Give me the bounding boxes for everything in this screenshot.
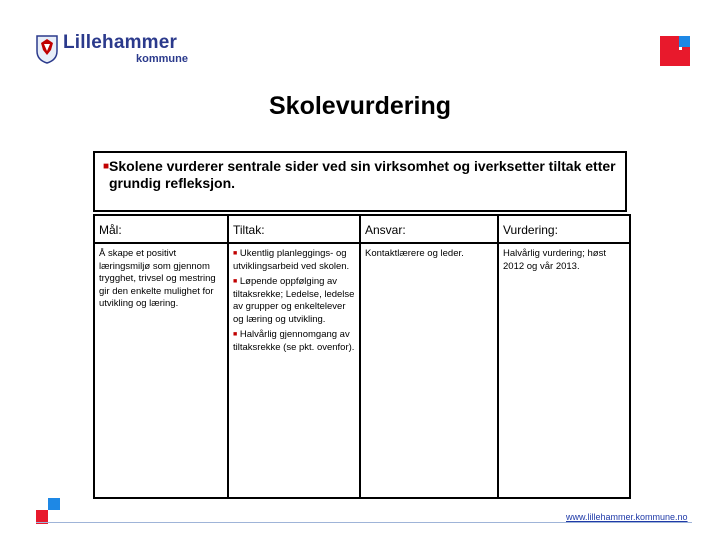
header-vurdering: Vurdering: — [498, 215, 630, 243]
cell-tiltak — [228, 243, 360, 498]
cell-ansvar — [360, 243, 498, 498]
corner-squares-icon — [660, 36, 690, 66]
evaluation-table — [93, 214, 631, 499]
page-title: Skolevurdering — [269, 92, 451, 120]
maal-text: Å skape et positivt læringsmiljø som gjennom trygghet, trivsel og mestring gir den enkelte mulighet for utvikling og læring. — [99, 248, 216, 309]
intro-line-1: Skolene vurderer sentrale sider ved sin virksomhet og iverksetter tiltak etter — [109, 158, 616, 174]
cell-maal — [94, 243, 228, 498]
logo-sub: kommune — [136, 53, 188, 65]
footer-divider — [36, 522, 692, 523]
bullet-icon: ■ — [233, 278, 238, 285]
vurdering-text: Halvårlig vurdering; høst 2012 og vår 2013. — [503, 248, 606, 272]
tiltak-item: ■ Halvårlig gjennomgang av tiltaksrekke (se pkt. ovenfor). — [233, 329, 355, 353]
bullet-icon: ■ — [103, 161, 110, 172]
footer-url-link[interactable]: www.lillehammer.kommune.no — [566, 512, 688, 522]
ansvar-text: Kontaktlærere og leder. — [365, 248, 464, 259]
intro-box — [93, 151, 627, 212]
logo-name: Lillehammer — [63, 32, 178, 53]
lillehammer-logo — [36, 34, 216, 70]
header-maal: Mål: — [94, 215, 228, 243]
coat-of-arms-icon — [36, 34, 58, 64]
table-header-row — [94, 215, 630, 243]
intro-line-2: grundig refleksjon. — [109, 175, 236, 191]
cell-vurdering — [498, 243, 630, 498]
corner-squares-icon — [36, 498, 60, 524]
header-tiltak: Tiltak: — [228, 215, 360, 243]
table-row — [94, 243, 630, 498]
bullet-icon: ■ — [233, 250, 238, 257]
header-ansvar: Ansvar: — [360, 215, 498, 243]
tiltak-item: ■ Løpende oppfølging av tiltaksrekke; Ledelse, ledelse av grupper og enkeltelever og læring og utvikling. — [233, 276, 355, 325]
bullet-icon: ■ — [233, 331, 238, 338]
tiltak-item: ■ Ukentlig planleggings- og utviklingsarbeid ved skolen. — [233, 248, 350, 272]
